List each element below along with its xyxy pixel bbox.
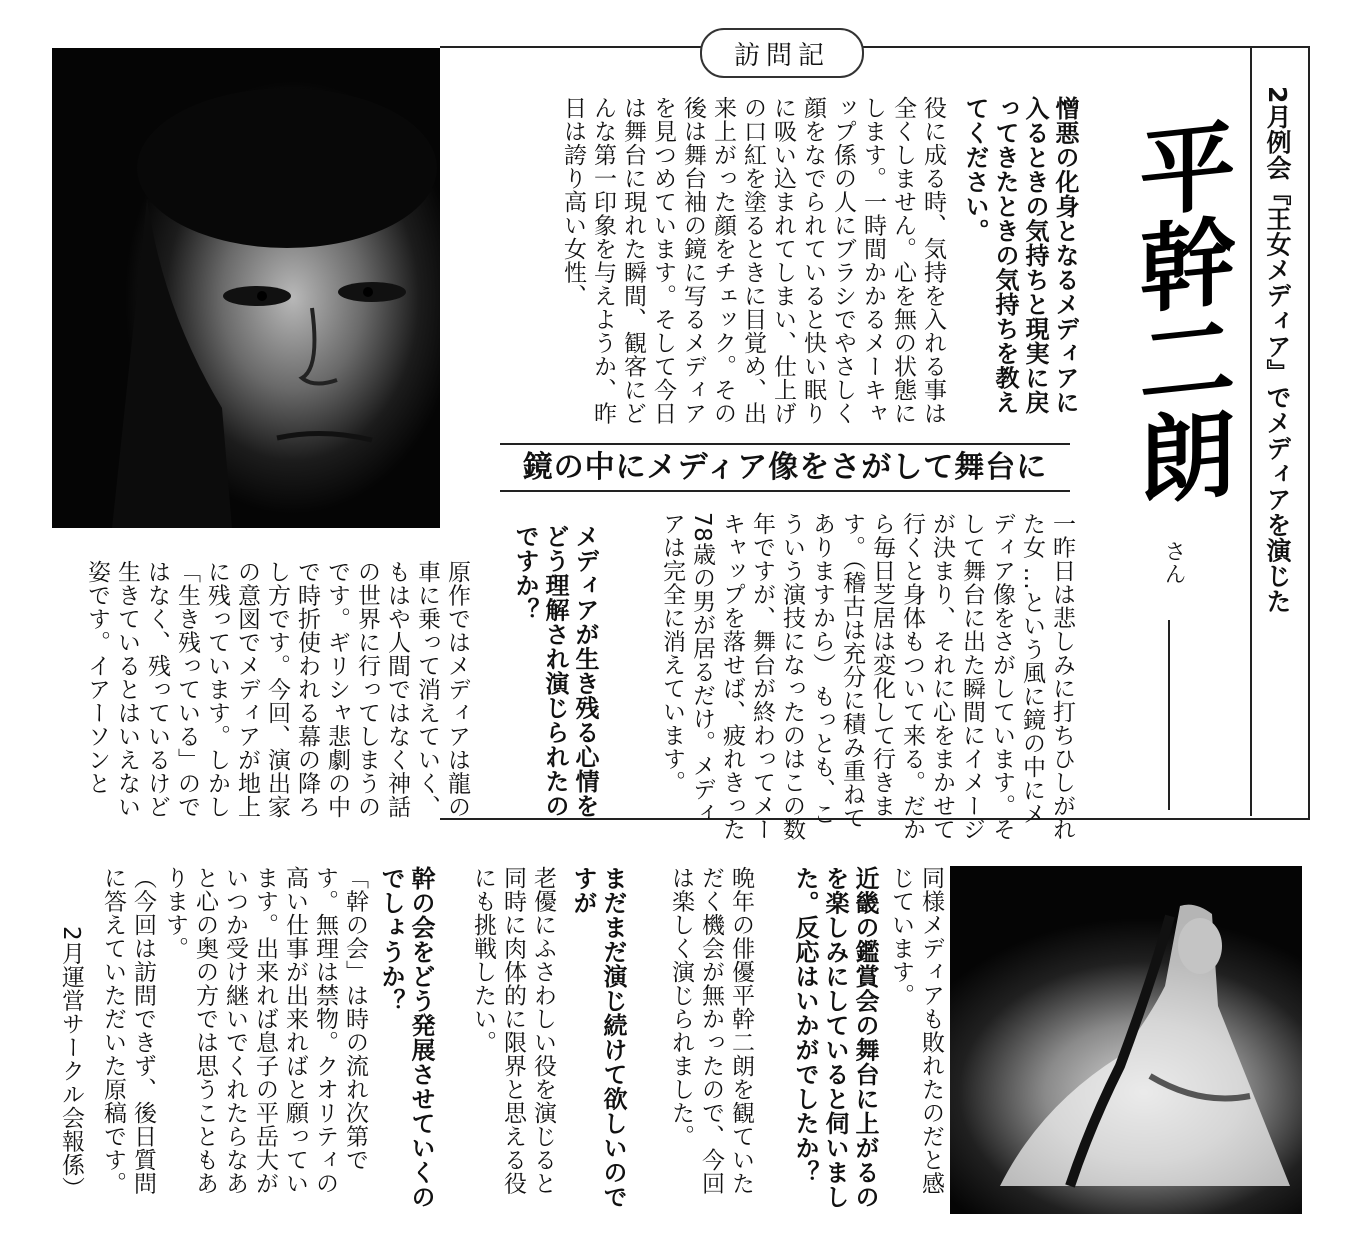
honorific: さん (1161, 540, 1186, 585)
q2-text: メディアが生き残る心情をどう理解され演じられたのですか？ (511, 524, 599, 818)
stage-figure-illustration (950, 866, 1302, 1214)
a1-text: 役に成る時、気持を入れる事は全くしません。心を無の状態にします。一時間かかるメーキャップ係の人にブラシでやさしく顔をなでられていると快い眠りに吸い込まれてしまい、仕上げの口紅を塗るときに目覚め、出来上がった顔をチェック。その後は舞台袖の鏡に写るメディアを見つめています。そして今日は舞台に現れた瞬間、観客にどんな第一印象を与えようか、昨日は誇り高い女性、 (560, 96, 946, 425)
a2-text: 一昨日は悲しみに打ちひしがれた女 …という風に鏡の中にメディア像をさがしています。そして舞台に出た瞬間にイメージが決まり、それに心をまかせて行くと身体もついて来る。だから毎日芝居は変化して行きます。（稽古は充分に積み重ねてありますから） もっとも、こういう演技になったのはこの数年ですが、舞台が終わってメーキャップを落せば、疲れきった78歳の男が居るだけ。メディアは完全に消えています。 (659, 512, 1075, 841)
portrait-face-illustration (52, 48, 440, 528)
a4-3-text: 「幹の会」は時の流れ次第です。無理は禁物。クオリティの高い仕事が出来ればと願っています。出来れば息子の平岳大がいつか受け継いでくれたらなあと心の奥の方では思うこともあります。 (162, 866, 368, 1195)
a4-1-text: 晩年の俳優平幹二朗を観ていただく機会が無かったので、今回は楽しく演じられました。 (668, 866, 754, 1195)
a4-2-text: 老優にふさわしい役を演じると同時に肉体的に限界と思える役にも挑戦したい。 (470, 866, 556, 1195)
subheading-bottom-rule (500, 490, 1070, 492)
name-calligraphy: 平幹二朗 (1124, 113, 1237, 510)
a3-text: 原作ではメディアは龍の車に乗って消えていく、もはや人間ではなく神話の世界に行ってしまうのです。ギリシャ悲劇の中で時折使われる幕の降ろし方です。今回、演出家の意図でメディアが地上に残っています。しかし「生き残っている」のではなく、残っているけど生きているとはいえない姿です。イアーソンと (84, 560, 470, 819)
section-label: 訪問記 (733, 40, 830, 71)
stage-photo (950, 866, 1302, 1214)
q4-1-text: 近畿の鑑賞会の舞台に上がるのを楽しみにしていると伺いました。反応はいかがでしたか？ (791, 866, 879, 1209)
credit-line: 2月運営サークル会報係） (58, 926, 84, 1200)
lead-frame-divider (1250, 46, 1252, 816)
q4-3-text: 幹の会をどう発展させていくのでしょうか？ (377, 866, 435, 1209)
q4-2-text: まだまだ演じ続けて欲しいのですが (569, 866, 627, 1209)
a4-start-text: 同様メディアも敗れたのだと感じています。 (888, 866, 944, 1195)
editor-note: （今回は訪問できず、後日質問に答えていただいた原稿です。 (100, 866, 156, 1195)
q1-text: 憎悪の化身となるメディアに入るときの気持ちと現実に戻ってきたときの気持ちを教えてください。 (961, 96, 1079, 415)
subheading-top-rule (500, 443, 1070, 445)
portrait-photo (52, 48, 440, 528)
lead-subtitle: 2月例会『王女メディア』でメディアを演じた (1263, 86, 1292, 614)
section-label-badge (700, 28, 864, 78)
honorific-rule (1168, 620, 1170, 810)
subheading: 鏡の中にメディア像をさがして舞台に (522, 450, 1048, 485)
